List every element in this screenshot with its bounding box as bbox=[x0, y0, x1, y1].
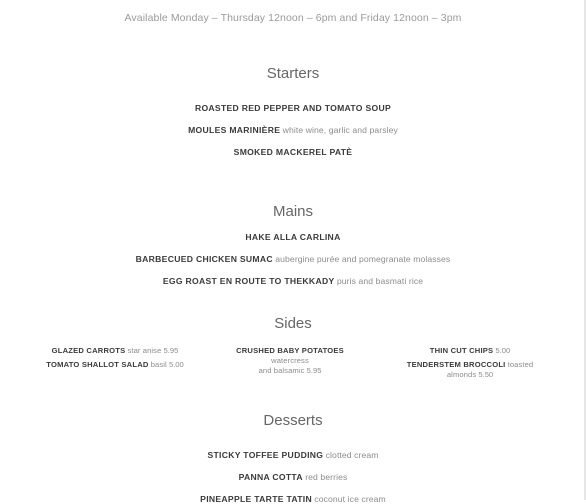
dessert-item bbox=[0, 494, 586, 504]
dish-price: 5.95 bbox=[163, 346, 179, 355]
dish-name: ROASTED RED PEPPER AND TOMATO SOUP bbox=[194, 103, 392, 113]
dish-name: HAKE ALLA CARLINA bbox=[245, 232, 341, 242]
dish-name: TOMATO SHALLOT SALAD bbox=[46, 360, 149, 369]
dish-price: 5.00 bbox=[168, 360, 184, 369]
dish-description: white wine, garlic and parsley bbox=[282, 125, 398, 135]
side-item bbox=[380, 346, 560, 356]
dish-price: 5.50 bbox=[478, 370, 494, 379]
dish-description: toasted bbox=[507, 360, 534, 369]
dish-name: EGG ROAST EN ROUTE TO THEKKADY bbox=[162, 276, 335, 286]
starters-heading: Starters bbox=[266, 65, 320, 82]
dish-name: MOULES MARINIÈRE bbox=[188, 125, 281, 135]
main-item bbox=[0, 232, 586, 242]
dessert-item bbox=[0, 450, 586, 460]
mains-heading: Mains bbox=[272, 203, 313, 220]
sides-heading: Sides bbox=[274, 315, 312, 332]
dish-description: clotted cream bbox=[325, 450, 379, 460]
dessert-item bbox=[0, 472, 586, 482]
availability-text: Available Monday – Thursday 12noon – 6pm and Friday 12noon – 3pm bbox=[124, 12, 462, 24]
dish-description: almonds bbox=[446, 370, 477, 379]
dish-description: coconut ice cream bbox=[314, 494, 386, 504]
dish-description: star anise bbox=[127, 346, 162, 355]
dish-description: aubergine purée and pomegranate molasses bbox=[275, 254, 451, 264]
dish-description: basil bbox=[150, 360, 167, 369]
dish-price: 5.00 bbox=[495, 346, 511, 355]
side-item bbox=[380, 360, 560, 380]
dish-name: TENDERSTEM BROCCOLI bbox=[406, 360, 506, 369]
dish-name: BARBECUED CHICKEN SUMAC bbox=[135, 254, 273, 264]
main-item bbox=[0, 276, 586, 286]
dish-description: puris and basmati rice bbox=[336, 276, 424, 286]
starter-item bbox=[0, 125, 586, 135]
desserts-heading: Desserts bbox=[263, 412, 323, 429]
dish-name: STICKY TOFFEE PUDDING bbox=[207, 450, 324, 460]
dish-name: THIN CUT CHIPS bbox=[429, 346, 494, 355]
starter-item bbox=[0, 103, 586, 113]
dish-name: CRUSHED BABY POTATOES bbox=[236, 346, 344, 355]
main-item bbox=[0, 254, 586, 264]
side-item bbox=[30, 360, 200, 370]
dish-description: red berries bbox=[305, 472, 348, 482]
dish-name: GLAZED CARROTS bbox=[51, 346, 126, 355]
dish-description: watercress bbox=[271, 356, 309, 365]
dish-price: 5.95 bbox=[306, 366, 322, 375]
starter-item bbox=[0, 147, 586, 157]
dish-description: and balsamic bbox=[258, 366, 305, 375]
side-item bbox=[30, 346, 200, 356]
dish-name: PANNA COTTA bbox=[238, 472, 303, 482]
dish-name: PINEAPPLE TARTE TATIN bbox=[200, 494, 312, 504]
dish-name: SMOKED MACKEREL PATÈ bbox=[233, 147, 353, 157]
side-item bbox=[210, 346, 370, 376]
